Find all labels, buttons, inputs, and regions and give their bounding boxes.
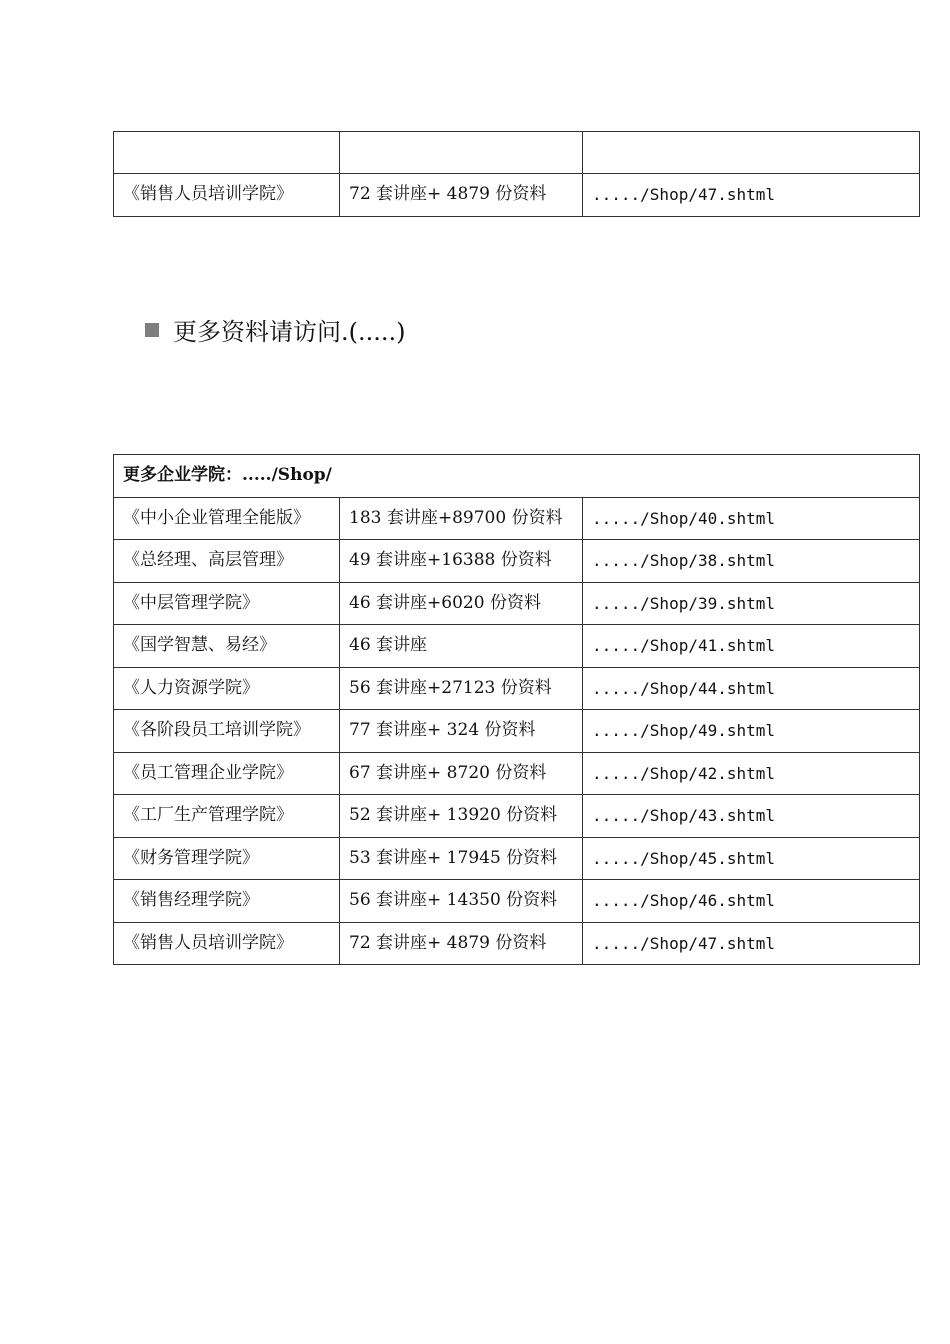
course-content: 53 套讲座+ 17945 份资料 xyxy=(340,837,583,880)
table-row xyxy=(114,174,920,217)
square-bullet-icon xyxy=(145,323,159,337)
course-content: 67 套讲座+ 8720 份资料 xyxy=(340,752,583,795)
course-link[interactable]: ...../Shop/49.shtml xyxy=(583,710,920,753)
course-name: 《财务管理学院》 xyxy=(114,837,340,880)
empty-cell xyxy=(583,132,920,174)
course-name: 《中层管理学院》 xyxy=(114,582,340,625)
top-resource-table xyxy=(113,131,920,217)
course-content: 183 套讲座+89700 份资料 xyxy=(340,497,583,540)
empty-cell xyxy=(340,132,583,174)
table-header-row xyxy=(114,455,920,498)
course-name: 《中小企业管理全能版》 xyxy=(114,497,340,540)
course-name: 《总经理、高层管理》 xyxy=(114,540,340,583)
course-name: 《各阶段员工培训学院》 xyxy=(114,710,340,753)
course-name: 《销售人员培训学院》 xyxy=(114,922,340,965)
course-link[interactable]: ...../Shop/45.shtml xyxy=(583,837,920,880)
course-link[interactable]: ...../Shop/47.shtml xyxy=(583,922,920,965)
table-row xyxy=(114,625,920,668)
table-row xyxy=(114,752,920,795)
course-name: 《工厂生产管理学院》 xyxy=(114,795,340,838)
course-link[interactable]: ...../Shop/43.shtml xyxy=(583,795,920,838)
academy-table-header[interactable]: 更多企业学院：...../Shop/ xyxy=(114,455,920,498)
table-row xyxy=(114,922,920,965)
course-name: 《员工管理企业学院》 xyxy=(114,752,340,795)
course-link[interactable]: ...../Shop/42.shtml xyxy=(583,752,920,795)
more-resources-text: 更多资料请访问.(.....) xyxy=(173,318,406,346)
empty-cell xyxy=(114,132,340,174)
table-empty-row xyxy=(114,132,920,174)
course-link[interactable]: ...../Shop/39.shtml xyxy=(583,582,920,625)
table-row xyxy=(114,667,920,710)
more-resources-heading xyxy=(145,312,406,347)
table-row xyxy=(114,540,920,583)
course-link[interactable]: ...../Shop/40.shtml xyxy=(583,497,920,540)
table-row xyxy=(114,710,920,753)
table-row xyxy=(114,795,920,838)
course-content: 56 套讲座+ 14350 份资料 xyxy=(340,880,583,923)
course-content: 56 套讲座+27123 份资料 xyxy=(340,667,583,710)
course-link[interactable]: ...../Shop/44.shtml xyxy=(583,667,920,710)
course-content: 49 套讲座+16388 份资料 xyxy=(340,540,583,583)
course-link[interactable]: ...../Shop/47.shtml xyxy=(583,174,920,217)
course-content: 72 套讲座+ 4879 份资料 xyxy=(340,174,583,217)
course-content: 46 套讲座 xyxy=(340,625,583,668)
course-content: 46 套讲座+6020 份资料 xyxy=(340,582,583,625)
academy-table xyxy=(113,454,920,965)
table-row xyxy=(114,497,920,540)
course-link[interactable]: ...../Shop/46.shtml xyxy=(583,880,920,923)
course-content: 52 套讲座+ 13920 份资料 xyxy=(340,795,583,838)
course-name: 《销售人员培训学院》 xyxy=(114,174,340,217)
course-name: 《人力资源学院》 xyxy=(114,667,340,710)
table-row xyxy=(114,837,920,880)
course-link[interactable]: ...../Shop/38.shtml xyxy=(583,540,920,583)
course-name: 《国学智慧、易经》 xyxy=(114,625,340,668)
course-content: 72 套讲座+ 4879 份资料 xyxy=(340,922,583,965)
course-link[interactable]: ...../Shop/41.shtml xyxy=(583,625,920,668)
table-row xyxy=(114,880,920,923)
course-name: 《销售经理学院》 xyxy=(114,880,340,923)
course-content: 77 套讲座+ 324 份资料 xyxy=(340,710,583,753)
table-row xyxy=(114,582,920,625)
